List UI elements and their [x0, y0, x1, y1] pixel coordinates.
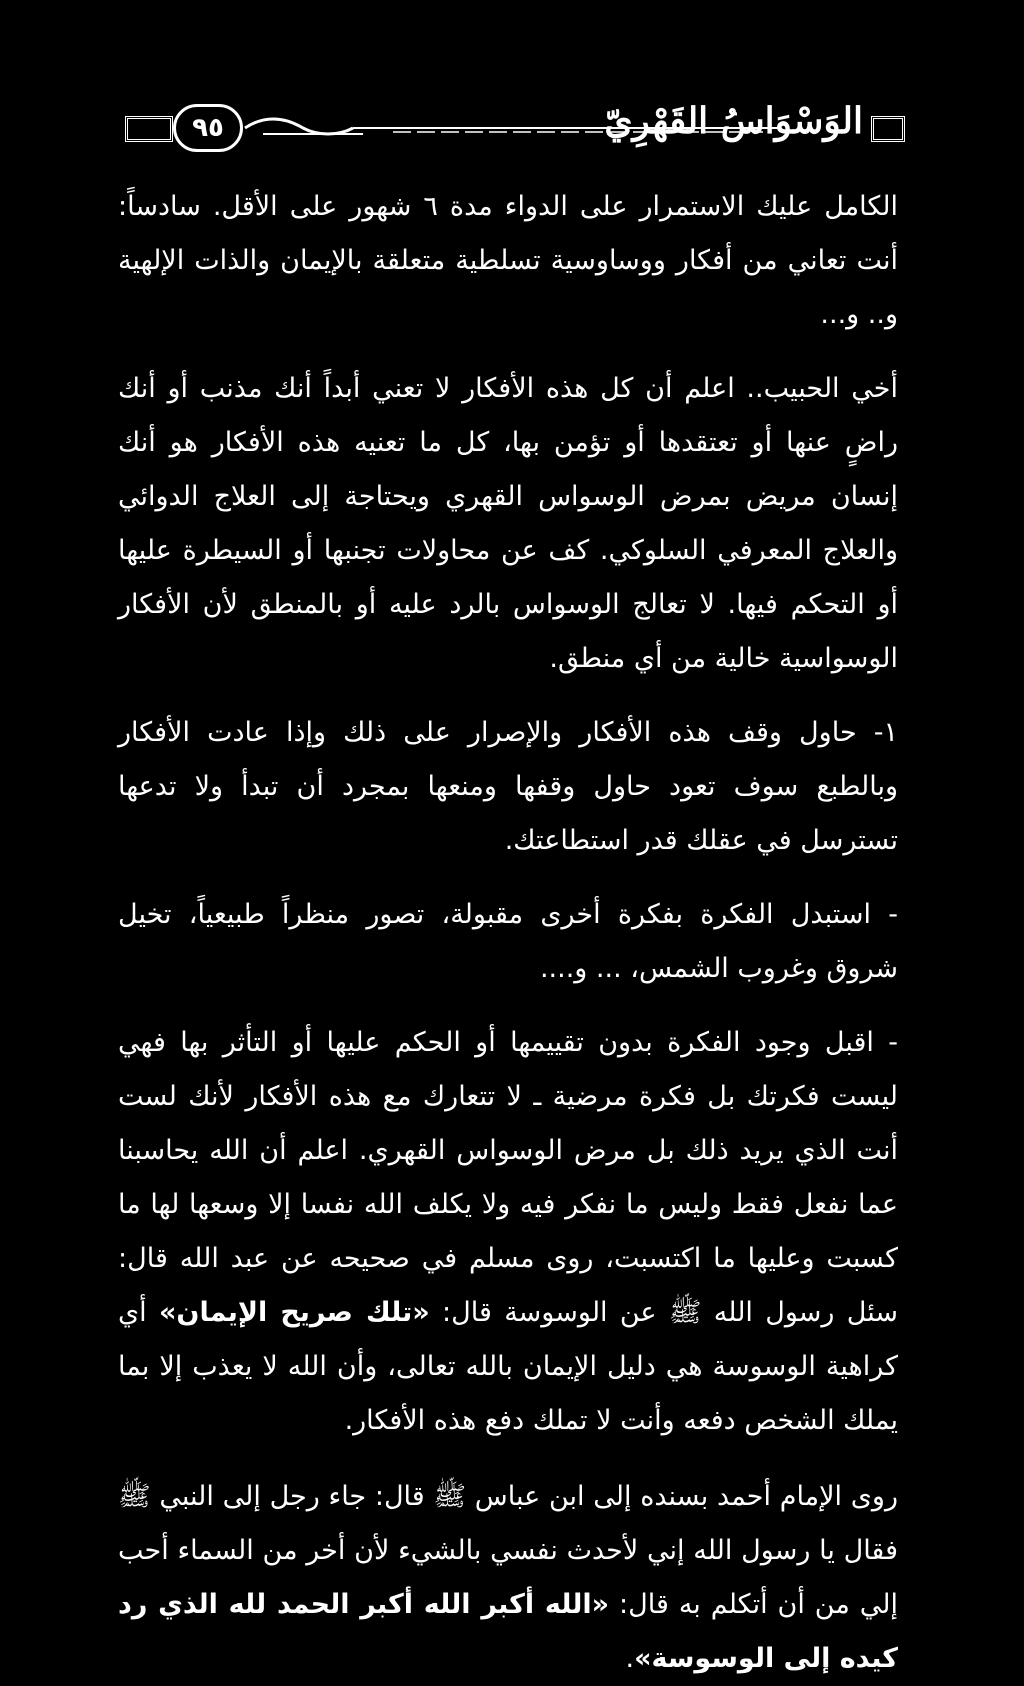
takbir-quote-end: .	[625, 1643, 635, 1674]
paragraph-6	[118, 1470, 898, 1686]
running-title: الوَسْوَاسُ القَهْرِيّ	[604, 100, 863, 142]
takbir-quote: «الله أكبر الله أكبر الحمد لله الذي رد كيده إلى الوسوسة»	[118, 1589, 898, 1674]
paragraph-5	[118, 1016, 898, 1448]
paragraph-3: ١- حاول وقف هذه الأفكار والإصرار على ذلك وإذا عادت الأفكار وبالطبع سوف تعود حاول وقفها ومنعها بمجرد أن تبدأ ولا تدعها تسترسل في عقلك قدر استطاعتك.	[118, 717, 898, 856]
paragraph-2: أخي الحبيب.. اعلم أن كل هذه الأفكار لا تعني أبداً أنك مذنب أو أنك راضٍ عنها أو تعتقدها أو تؤمن بها، كل ما تعنيه هذه الأفكار هو أنك إنسان مريض بمرض الوسواس القهري ويحتاجة إلى العلاج الدوائي والعلاج المعرفي السلوكي. كف عن محاولات تجنبها أو السيطرة عليها أو التحكم فيها. لا تعالج الوسواس بالرد عليه أو بالمنطق لأن الأفكار الوسواسية خالية من أي منطق.	[118, 373, 898, 674]
body-text	[118, 180, 898, 1686]
paragraph-6-text: روى الإمام أحمد بسنده إلى ابن عباس ﷺ قال: جاء رجل إلى النبي ﷺ فقال يا رسول الله إني لأحدث نفسي بالشيء لأن أخر من السماء أحب إلي من أن أتكلم به قال:	[118, 1481, 898, 1620]
paragraph-5-text: - اقبل وجود الفكرة بدون تقييمها أو الحكم عليها أو التأثر بها فهي ليست فكرتك بل فكرة مرضية ـ لا تتعارك مع هذه الأفكار لأنك لست أنت الذي يريد ذلك بل مرض الوسواس القهري. اعلم أن الله يحاسبنا عما نفعل فقط وليس ما نفكر فيه ولا يكلف الله نفسا إلا وسعها لها ما كسبت وعليها ما اكتسبت، روى مسلم في صحيحه عن عبد الله قال: سئل رسول الله ﷺ عن الوسوسة قال:	[118, 1027, 899, 1328]
paragraph-4: - استبدل الفكرة بفكرة أخرى مقبولة، تصور منظراً طبيعياً، تخيل شروق وغروب الشمس، ... و....	[118, 899, 898, 984]
paragraph-1: الكامل عليك الاستمرار على الدواء مدة ٦ شهور على الأقل. سادساً: أنت تعاني من أفكار ووساوسية تسلطية متعلقة بالإيمان والذات الإلهية و.. و...	[118, 191, 898, 330]
faith-quote: «تلك صريح الإيمان»	[158, 1297, 430, 1328]
left-ornament-icon	[125, 116, 173, 142]
page-number: ٩٥	[173, 104, 243, 152]
page-header	[125, 98, 905, 162]
faith-quote-explanation: أي كراهية الوسوسة هي دليل الإيمان بالله تعالى، وأن الله لا يعذب إلا بما يملك الشخص دفعه وأنت لا تملك دفع هذه الأفكار.	[118, 1297, 898, 1436]
right-ornament-icon	[871, 116, 905, 142]
